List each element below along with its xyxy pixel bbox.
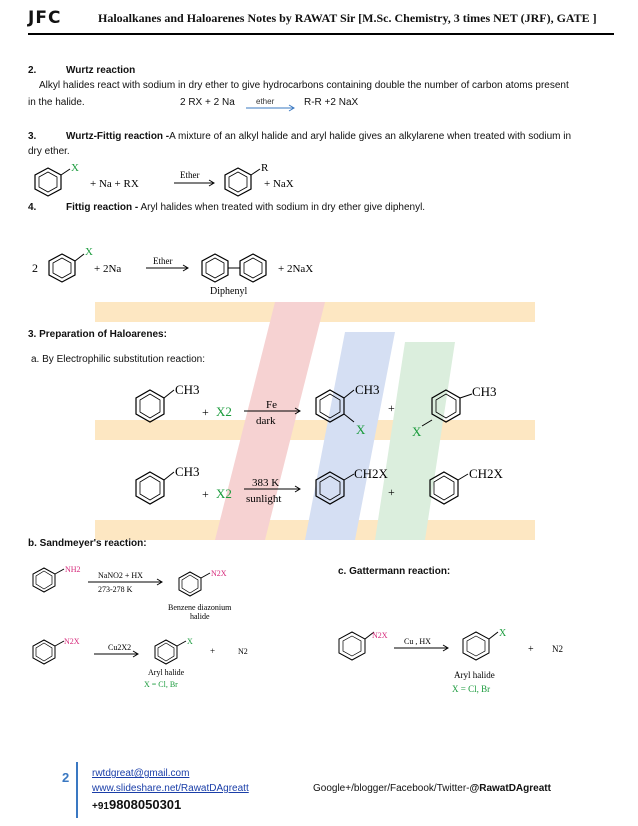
slideshare-link[interactable]: www.slideshare.net/RawatDAgreatt xyxy=(92,783,249,794)
gattermann-reagent: Cu , HX xyxy=(404,637,431,646)
email-link[interactable]: rwtdgreat@gmail.com xyxy=(92,768,190,779)
plus-sign: + xyxy=(202,487,209,501)
sandmeyer-scheme xyxy=(28,562,308,694)
halogen-label: X xyxy=(412,424,422,439)
catalyst-label: Fe xyxy=(266,399,277,411)
benzyl-halide-label: CH2X xyxy=(469,466,503,481)
wurtz-fittig-reagents: + Na + RX xyxy=(90,178,139,190)
alkyl-label: R xyxy=(261,162,269,174)
electrophilic-subheading: a. By Electrophilic substitution reaction: xyxy=(31,354,205,365)
header-rule xyxy=(28,33,614,35)
plus-sign: + xyxy=(388,485,395,499)
gattermann-subheading: c. Gattermann reaction: xyxy=(338,566,451,577)
halogen-label: X xyxy=(499,628,507,639)
nitrogen-label: N2 xyxy=(238,647,248,656)
fittig-equation xyxy=(28,240,348,298)
halogen-definition: X = Cl, Br xyxy=(452,684,491,694)
methyl-label: CH3 xyxy=(175,464,200,479)
wurtz-fittig-equation xyxy=(28,160,328,202)
plus-sign: + xyxy=(202,405,209,419)
condition-label: dark xyxy=(256,415,276,427)
copper-halide-label: Cu2X2 xyxy=(108,643,132,652)
wurtz-fittig-heading: Wurtz-Fittig reaction - xyxy=(66,131,170,142)
fittig-line xyxy=(66,201,425,215)
wurtz-number: 2. xyxy=(28,65,37,76)
gattermann-scheme xyxy=(336,610,586,700)
diazotization-reagent: NaNO2 + HX xyxy=(98,571,143,580)
wurtz-fittig-arrow-label: Ether xyxy=(180,170,200,180)
electrophilic-equation-1 xyxy=(120,380,540,440)
wurtz-fittig-number: 3. xyxy=(28,131,37,142)
wurtz-heading: Wurtz reaction xyxy=(66,65,136,76)
aryl-halide-label: Aryl halide xyxy=(454,670,495,680)
fittig-reagent: + 2Na xyxy=(94,263,122,275)
temperature-label: 383 K xyxy=(252,477,280,489)
sandmeyer-subheading: b. Sandmeyer's reaction: xyxy=(28,538,147,549)
halogen-label: X xyxy=(71,162,79,174)
wurtz-fittig-line1 xyxy=(66,130,571,144)
plus-sign: + xyxy=(210,646,216,656)
diphenyl-label: Diphenyl xyxy=(210,286,248,297)
halogen-label: X xyxy=(356,422,366,437)
wurtz-fittig-text: A mixture of an alkyl halide and aryl halide gives an alkylarene when treated with sodium in xyxy=(169,131,572,142)
electrophilic-equation-2 xyxy=(120,462,540,518)
wurtz-text-line2: in the halide. xyxy=(28,97,85,108)
wurtz-arrow-label: ether xyxy=(256,97,275,106)
social-text: Google+/blogger/Facebook/Twitter- xyxy=(313,783,470,794)
halogen-definition: X = Cl, Br xyxy=(144,680,178,689)
halogen-reagent: X2 xyxy=(216,404,232,419)
fittig-text: Aryl halides when treated with sodium in dry ether give diphenyl. xyxy=(140,202,426,213)
diazonium-name-2: halide xyxy=(190,612,210,621)
preparation-heading: 3. Preparation of Haloarenes: xyxy=(28,329,167,340)
condition-label: sunlight xyxy=(246,493,282,505)
fittig-heading: Fittig reaction - xyxy=(66,202,139,213)
phone-digits: 9808050301 xyxy=(108,797,182,812)
logo: JFC xyxy=(28,8,62,28)
fittig-number: 4. xyxy=(28,202,37,213)
benzyl-halide-label: CH2X xyxy=(354,466,388,481)
wurtz-equation-left: 2 RX + 2 Na xyxy=(180,97,235,108)
reaction-arrow-icon xyxy=(246,104,298,112)
amine-label: NH2 xyxy=(65,565,81,574)
diazonium-label: N2X xyxy=(372,631,388,640)
wurtz-text-line1: Alkyl halides react with sodium in dry ether to give hydrocarbons containing double the number of carbon atoms present xyxy=(39,80,569,91)
social-line xyxy=(313,783,551,794)
plus-sign: + xyxy=(528,644,534,655)
phone-number xyxy=(92,797,181,812)
diazonium-label: N2X xyxy=(64,637,80,646)
halogen-label: X xyxy=(187,637,193,646)
plus-sign: + xyxy=(388,401,395,415)
page-header-title: Haloalkanes and Haloarenes Notes by RAWAT Sir [M.Sc. Chemistry, 3 times NET (JRF), GATE ] xyxy=(98,11,597,25)
wurtz-equation-right: R-R +2 NaX xyxy=(304,97,359,108)
footer-rule xyxy=(76,762,78,818)
page-number: 2 xyxy=(62,770,70,785)
nitrogen-label: N2 xyxy=(552,644,563,654)
methyl-label: CH3 xyxy=(472,384,497,399)
temperature-label: 273-278 K xyxy=(98,585,133,594)
diazonium-label: N2X xyxy=(211,569,227,578)
methyl-label: CH3 xyxy=(175,382,200,397)
fittig-product: + 2NaX xyxy=(278,263,314,275)
halogen-label: X xyxy=(85,246,93,258)
fittig-coefficient: 2 xyxy=(32,261,38,275)
methyl-label: CH3 xyxy=(355,382,380,397)
fittig-arrow-label: Ether xyxy=(153,256,173,266)
diazonium-name: Benzene diazonium xyxy=(168,603,232,612)
social-handle: @RawatDAgreatt xyxy=(469,783,551,794)
wurtz-fittig-line2: dry ether. xyxy=(28,146,70,157)
halogen-reagent: X2 xyxy=(216,486,232,501)
wurtz-fittig-product: + NaX xyxy=(264,178,294,190)
phone-prefix: +91 xyxy=(92,801,109,812)
aryl-halide-label: Aryl halide xyxy=(148,668,185,677)
